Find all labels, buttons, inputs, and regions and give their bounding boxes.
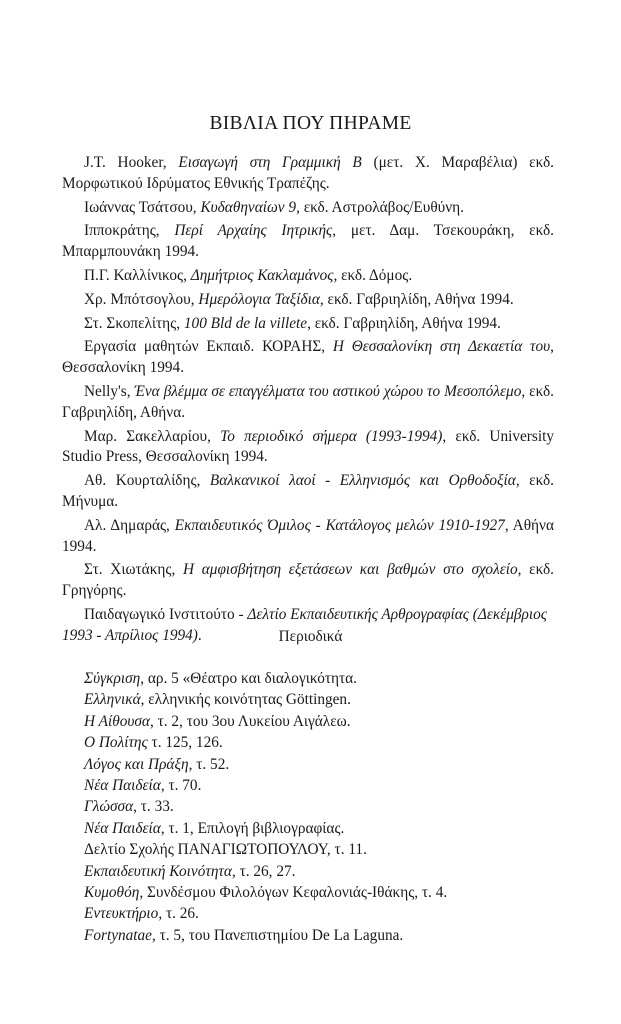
book-details: , εκδ. Μήνυμα.: [62, 472, 554, 510]
book-details: , Θεσσαλονίκη 1994.: [62, 338, 554, 377]
periodical-details: , τ. 5, του Πανεπιστημίου De La Laguna.: [151, 926, 404, 944]
periodical-details: , τ. 70.: [160, 777, 202, 795]
book-entry: [62, 516, 554, 558]
periodical-title: Νέα Παιδεία: [84, 819, 161, 837]
book-entry: [62, 266, 554, 287]
periodical-title: Εκπαιδευτική Κοινότητα: [84, 862, 232, 880]
book-title: 100 Bld de la villete: [183, 314, 308, 332]
book-details: , εκδ. Γρηγόρης.: [62, 561, 554, 600]
book-details: , εκδ. Γαβριηλίδη, Αθήνα 1994.: [307, 314, 501, 332]
book-details: , εκδ. Δόμος.: [333, 266, 413, 284]
book-author: Ιπποκράτης,: [84, 222, 175, 240]
periodical-entry: [84, 903, 554, 924]
periodical-entry: [84, 861, 554, 882]
book-author: Αθ. Κουρταλίδης,: [84, 472, 210, 490]
periodical-details: , τ. 52.: [188, 755, 230, 773]
periodical-entry: [84, 839, 554, 860]
periodical-title: Η Αίθουσα: [84, 712, 150, 730]
book-title: Το περιοδικό σήμερα (1993-1994): [220, 427, 443, 445]
periodicals-list: [84, 668, 554, 946]
book-entry: [62, 382, 554, 424]
periodical-details: , τ. 26, 27.: [231, 862, 296, 880]
periodical-entry: [84, 754, 554, 775]
periodical-details: , τ. 26.: [158, 905, 199, 923]
books-list: [62, 153, 554, 650]
periodical-entry: [84, 818, 554, 839]
book-details: .: [197, 626, 202, 644]
book-title: Η Θεσσαλονίκη στη Δεκαετία του: [332, 338, 551, 356]
book-entry: [62, 560, 554, 602]
book-title: Περί Αρχαίης Ιητρικής: [174, 222, 333, 240]
periodical-title: Ο Πολίτης: [84, 734, 148, 752]
book-title: Κυδαθηναίων 9: [200, 198, 297, 216]
periodical-details: Δελτίο Σχολής ΠΑΝΑΓΙΩΤΟΠΟΥΛΟΥ, τ. 11.: [84, 841, 367, 859]
book-author: Στ. Σκοπελίτης,: [84, 314, 184, 332]
book-entry: [62, 314, 554, 335]
book-details: , Αθήνα 1994.: [62, 516, 554, 555]
book-author: Αλ. Δημαράς,: [84, 516, 175, 534]
periodical-details: , Συνδέσμου Φιλολόγων Κεφαλονιάς-Ιθάκης, τ. 4.: [139, 884, 448, 902]
periodical-details: , αρ. 5 «Θέατρο και διαλογικότητα.: [140, 670, 357, 687]
book-title: Δελτίο Εκπαιδευτικής Αρθρογραφίας (Δεκέμβριος 1993 - Απρίλιος 1994): [62, 605, 547, 644]
book-entry: [62, 290, 554, 311]
book-author: Εργασία μαθητών Εκπαιδ. ΚΟΡΑΗΣ,: [84, 338, 333, 356]
book-author: Παιδαγωγικό Ινστιτούτο -: [84, 605, 248, 623]
book-title: Ένα βλέμμα σε επαγγέλματα του αστικού χώρου το Μεσοπόλεμο: [134, 382, 522, 400]
book-author: J.T. Hooker,: [84, 154, 179, 171]
book-title: Ημερόλογια Ταξίδια: [198, 290, 320, 308]
book-author: Π.Γ. Καλλίνικος,: [84, 266, 191, 284]
book-entry: [62, 337, 554, 379]
book-title: Η αμφισβήτηση εξετάσεων και βαθμών στο σχολείο: [182, 561, 518, 579]
periodical-title: Fortynatae: [84, 926, 152, 944]
periodical-entry: [84, 796, 554, 817]
book-title: Εισαγωγή στη Γραμμική Β: [178, 154, 362, 171]
periodicals-heading: Περιοδικά: [278, 628, 343, 645]
periodical-entry: [84, 882, 554, 903]
periodical-details: , τ. 1, Επιλογή βιβλιογραφίας.: [160, 819, 345, 837]
book-entry: [62, 198, 554, 219]
book-details: , εκδ. Γαβριηλίδη, Αθήνα.: [62, 382, 554, 421]
periodical-entry: [84, 689, 554, 710]
book-title: Εκπαιδευτικός Όμιλος - Κατάλογος μελών 1910-1927: [174, 516, 505, 534]
book-details: , εκδ. Αστρολάβος/Ευθύνη.: [296, 198, 464, 216]
book-details: (μετ. Χ. Μαραβέλια) εκδ. Μορφωτικού Ιδρύματος Εθνικής Τραπέζης.: [62, 154, 554, 192]
book-title: Βαλκανικοί λαοί - Ελληνισμός και Ορθοδοξία: [209, 472, 516, 490]
periodical-title: Εντευκτήριο: [84, 905, 159, 923]
periodical-entry: [84, 775, 554, 796]
periodical-title: Λόγος και Πράξη: [84, 755, 189, 773]
periodical-entry: [84, 925, 554, 946]
periodical-details: , τ. 33.: [133, 798, 174, 816]
periodical-entry: [84, 668, 554, 689]
book-details: , εκδ. University Studio Press, Θεσσαλονίκη 1994.: [62, 427, 554, 466]
book-author: Nelly's,: [84, 382, 135, 400]
book-entry: [62, 471, 554, 513]
book-entry: [62, 153, 554, 195]
periodical-entry: [84, 711, 554, 732]
book-author: Χρ. Μπότσογλου,: [84, 290, 199, 308]
book-entry: [62, 427, 554, 469]
book-details: , μετ. Δαμ. Τσεκουράκη, εκδ. Μπαρμπουνάκη 1994.: [62, 222, 554, 261]
periodical-title: Νέα Παιδεία: [84, 777, 161, 795]
book-author: Ιωάννας Τσάτσου,: [84, 198, 201, 216]
page-title: ΒΙΒΛΙΑ ΠΟΥ ΠΗΡΑΜΕ: [209, 113, 412, 134]
book-details: , εκδ. Γαβριηλίδη, Αθήνα 1994.: [319, 290, 514, 308]
book-author: Μαρ. Σακελλαρίου,: [84, 427, 221, 445]
periodical-title: Σύγκριση: [84, 670, 141, 687]
periodical-details: , ελληνικής κοινότητας Göttingen.: [140, 691, 351, 709]
periodical-details: , τ. 2, του 3ου Λυκείου Αιγάλεω.: [149, 712, 351, 730]
periodical-title: Ελληνικά: [84, 691, 141, 709]
book-entry: [62, 221, 554, 263]
book-author: Στ. Χιωτάκης,: [84, 561, 183, 579]
book-title: Δημήτριος Κακλαμάνος: [190, 266, 334, 284]
periodical-details: τ. 125, 126.: [147, 734, 223, 752]
periodical-title: Κυμοθόη: [84, 884, 140, 902]
periodical-title: Γλώσσα: [84, 798, 134, 816]
periodical-entry: [84, 732, 554, 753]
